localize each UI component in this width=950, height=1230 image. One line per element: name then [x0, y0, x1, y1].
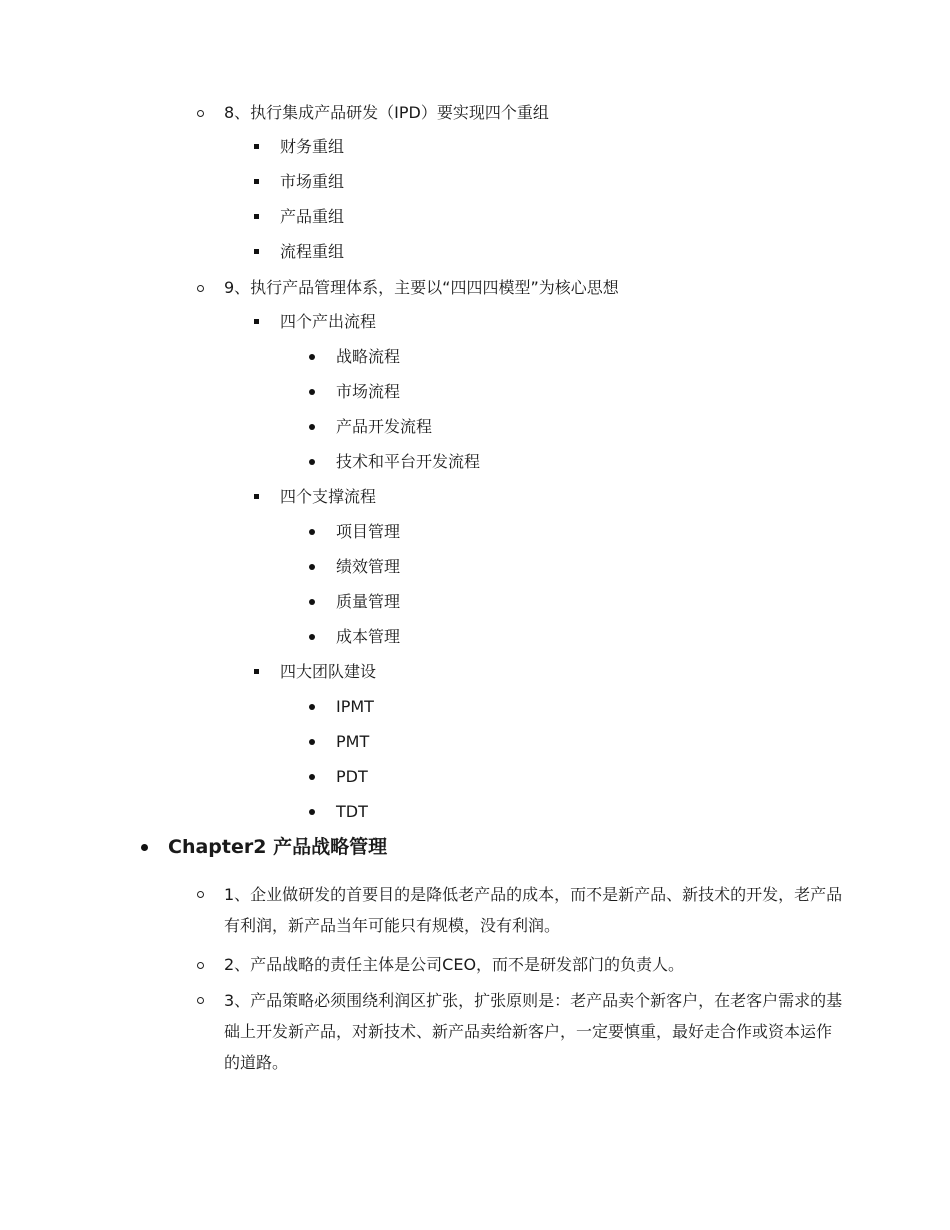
list-item-label: 项目管理 [336, 522, 401, 541]
paragraph-point-1 [224, 879, 844, 941]
hollow-circle-bullet-icon [197, 891, 204, 898]
dot-bullet-icon [309, 634, 315, 640]
list-item-8-text: 8、执行集成产品研发（IPD）要实现四个重组 [224, 103, 549, 122]
paragraph-text: 1、企业做研发的首要目的是降低老产品的成本，而不是新产品、新技术的开发，老产品有利润，新产品当年可能只有规模，没有利润。 [224, 885, 843, 935]
square-bullet-icon [254, 179, 259, 184]
list-item-label: 绩效管理 [336, 557, 401, 576]
hollow-circle-bullet-icon [197, 285, 204, 292]
list-item-label: 市场流程 [336, 382, 401, 401]
group-label: 四个支撑流程 [280, 487, 377, 506]
square-bullet-icon [254, 249, 259, 254]
square-bullet-icon [254, 319, 259, 324]
dot-bullet-icon [309, 459, 315, 465]
group-label: 四大团队建设 [280, 662, 377, 681]
list-item-label: 质量管理 [336, 592, 401, 611]
list-item-label: IPMT [336, 697, 374, 716]
hollow-circle-bullet-icon [197, 997, 204, 1004]
dot-bullet-icon [309, 564, 315, 570]
list-item-label: PMT [336, 732, 370, 751]
paragraph-text: 2、产品战略的责任主体是公司CEO，而不是研发部门的负责人。 [224, 955, 685, 974]
dot-bullet-icon [309, 774, 315, 780]
square-bullet-icon [254, 669, 259, 674]
list-item-label: 成本管理 [336, 627, 401, 646]
dot-bullet-icon [309, 424, 315, 430]
dot-bullet-icon [309, 389, 315, 395]
paragraph-point-3 [224, 985, 844, 1078]
paragraph-text: 3、产品策略必须围绕利润区扩张，扩张原则是：老产品卖个新客户，在老客户需求的基础上开发新产品，对新技术、新产品卖给新客户，一定要慎重，最好走合作或资本运作的道路。 [224, 991, 843, 1072]
chapter-heading-text: Chapter2 产品战略管理 [168, 836, 388, 858]
list-item-label: 产品开发流程 [336, 417, 433, 436]
sub-item-label: 流程重组 [280, 242, 345, 261]
dot-bullet-icon [309, 739, 315, 745]
dot-bullet-icon [309, 704, 315, 710]
list-item-label: TDT [336, 802, 368, 821]
sub-item-label: 产品重组 [280, 207, 345, 226]
group-label: 四个产出流程 [280, 312, 377, 331]
dot-bullet-icon [309, 809, 315, 815]
list-item-label: 战略流程 [336, 347, 401, 366]
dot-bullet-icon [141, 844, 148, 851]
dot-bullet-icon [309, 354, 315, 360]
dot-bullet-icon [309, 529, 315, 535]
hollow-circle-bullet-icon [197, 962, 204, 969]
list-item-9-text: 9、执行产品管理体系，主要以“四四四模型”为核心思想 [224, 278, 619, 297]
sub-item-label: 财务重组 [280, 137, 345, 156]
hollow-circle-bullet-icon [197, 110, 204, 117]
list-item-label: PDT [336, 767, 368, 786]
square-bullet-icon [254, 144, 259, 149]
list-item-label: 技术和平台开发流程 [336, 452, 481, 471]
square-bullet-icon [254, 494, 259, 499]
square-bullet-icon [254, 214, 259, 219]
sub-item-label: 市场重组 [280, 172, 345, 191]
dot-bullet-icon [309, 599, 315, 605]
